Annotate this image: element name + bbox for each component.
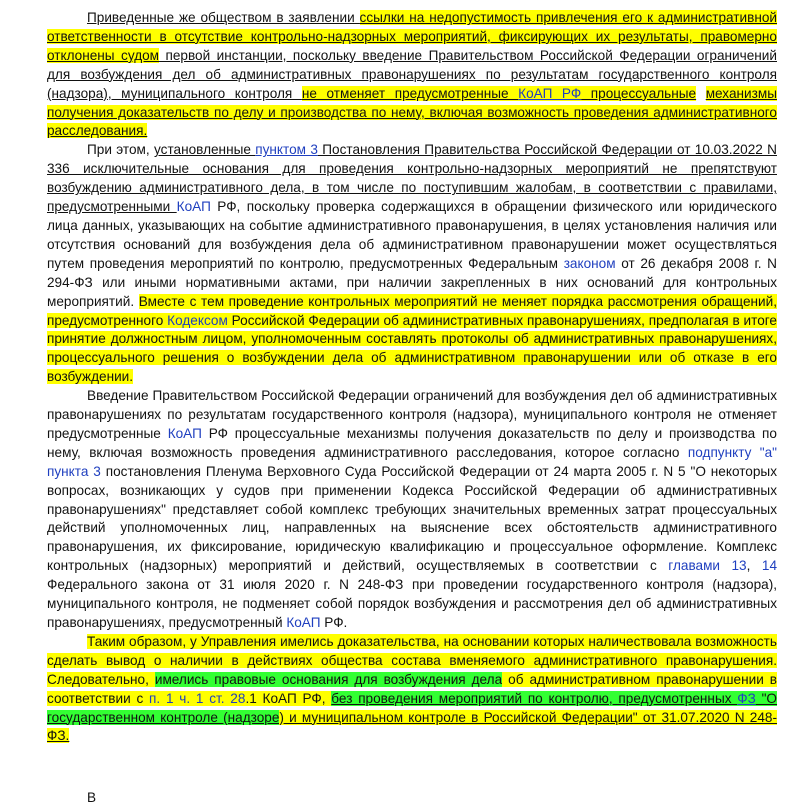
- text-segment: Постановления Правительства Российской Федерации от 10.03.2022 N 336 исключительные основания для проведения контрольно-надзорных мероприятий не препятствуют возбуждению административного дела, в том числе по поступившим жалобам, в соответствии с правилами, предусмотренными: [47, 142, 777, 215]
- legal-reference-link[interactable]: ФЗ: [737, 690, 756, 706]
- legal-reference-link[interactable]: КоАП РФ: [518, 85, 582, 101]
- text-segment: "О государственном контроле (надзоре: [47, 690, 778, 725]
- text-segment: Российской Федерации об административных правонарушениях, предполагая в итоге принятие должностным лицом, уполномоченным составлять протоколы об административных правонарушениях, процессуального решения о возбуждении дела об административном правонарушении или об отказе в его возбуждении.: [47, 312, 777, 385]
- text-segment: имелись правовые основания для возбуждения дела: [154, 671, 503, 687]
- text-segment: [696, 86, 706, 101]
- text-segment: Таким образом, у Управления имелись доказательства, на основании которых наличествовала возможность сделать вывод о наличии в действиях общества состава вменяемого административного правонарушения.: [47, 633, 777, 668]
- text-segment: об административном правонарушении в соответствии с: [47, 671, 777, 706]
- paragraph-2: [47, 141, 777, 387]
- document-body: [47, 9, 777, 746]
- text-segment: ) и муниципальном контроле в Российской Федерации" от 31.07.2020 N 248-ФЗ.: [47, 709, 777, 744]
- legal-reference-link[interactable]: пунктом 3: [255, 142, 318, 158]
- text-segment: РФ процессуальные механизмы получения доказательств по делу и производства по нему, включая возможность проведения административного расследования, которое согласно: [47, 425, 777, 460]
- text-segment: постановления Пленума Верховного Суда Российской Федерации от 24 марта 2005 г. N 5 "О некоторых вопросах, возникающих у судов при применении Кодекса Российской Федерации об административных правонарушениях" представляет собой комплекс требующих значительных временных затрат процессуальных действий уполномоченных лиц, направленных на выяснение всех обстоятельств административного правонарушения, их фиксирование, юридическую квалификацию и процессуальное оформление. Комплекс контрольных (надзорных) мероприятий и действий, осуществляемых в соответствии с: [47, 463, 777, 574]
- paragraph-3: [47, 387, 777, 633]
- text-segment: первой инстанции, поскольку введение Правительством Российской Федерации ограничений для возбуждения дел об административных правонарушениях по результатам государственного контроля (надзора), муниципального контроля: [47, 47, 777, 101]
- text-segment: ссылки на недопустимость привлечения его к административной ответственности в отсутствие контрольно-надзорных мероприятий, фиксирующих их результаты, правомерно отклонены судом: [47, 10, 777, 63]
- text-segment: РФ.: [320, 615, 348, 630]
- legal-reference-link[interactable]: КоАП: [167, 425, 202, 441]
- text-segment: не отменяет предусмотренные: [301, 85, 519, 101]
- text-segment: без проведения мероприятий по контролю, предусмотренных: [331, 690, 738, 706]
- legal-reference-link[interactable]: КоАП: [176, 199, 211, 215]
- text-segment: При этом,: [87, 142, 155, 158]
- text-segment: .1 КоАП РФ,: [245, 690, 332, 706]
- text-segment: РФ, поскольку проверка содержащихся в обращении физического или юридического лица данных, указывающих на событие административного правонарушения, в целях установления наличия или отсутствия оснований для возбуждения дела об административном правонарушении может осуществляться путем проведения мероприятий по контролю, предусмотренных Федеральным: [47, 199, 777, 271]
- legal-reference-link[interactable]: 14: [761, 558, 778, 574]
- text-segment: установленные: [154, 142, 256, 158]
- legal-reference-link[interactable]: главами 13: [668, 558, 747, 574]
- text-segment: Следовательно,: [47, 671, 155, 687]
- text-segment: Приведенные же обществом в заявлении: [87, 10, 360, 25]
- text-segment: Введение Правительством Российской Федерации ограничений для возбуждения дел об административных правонарушениях по результатам государственного контроля (надзора), муниципального контроля не отменяет предусмотренные: [47, 388, 777, 441]
- text-segment: ,: [746, 558, 762, 574]
- text-segment: от 26 декабря 2008 г. N 294-ФЗ или иными нормативными актами, при наличии закрепленных в них оснований для контрольных мероприятий.: [47, 255, 777, 309]
- cut-off-next-paragraph: В: [87, 790, 97, 805]
- paragraph-4: [47, 633, 777, 746]
- paragraph-1: [47, 9, 777, 141]
- legal-reference-link[interactable]: п. 1 ч. 1 ст. 28: [149, 690, 246, 706]
- legal-reference-link[interactable]: законом: [563, 255, 616, 271]
- text-segment: Федерального закона от 31 июля 2020 г. N 248-ФЗ при проведении государственного контроля (надзора), муниципального контроля, не подменяет собой порядок возбуждения и рассмотрения дел об административных правонарушениях, предусмотренный: [47, 577, 777, 630]
- text-segment: Вместе с тем проведение контрольных мероприятий не меняет порядка рассмотрения обращений, предусмотренного: [47, 293, 777, 328]
- text-segment: процессуальные: [581, 85, 697, 101]
- legal-reference-link[interactable]: КоАП: [286, 615, 321, 630]
- text-segment: механизмы получения доказательств по делу и производства по нему, включая возможность проведения административного расследования.: [47, 85, 777, 139]
- legal-reference-link[interactable]: подпункту "а" пункта 3: [47, 444, 778, 479]
- legal-reference-link[interactable]: Кодексом: [167, 312, 228, 328]
